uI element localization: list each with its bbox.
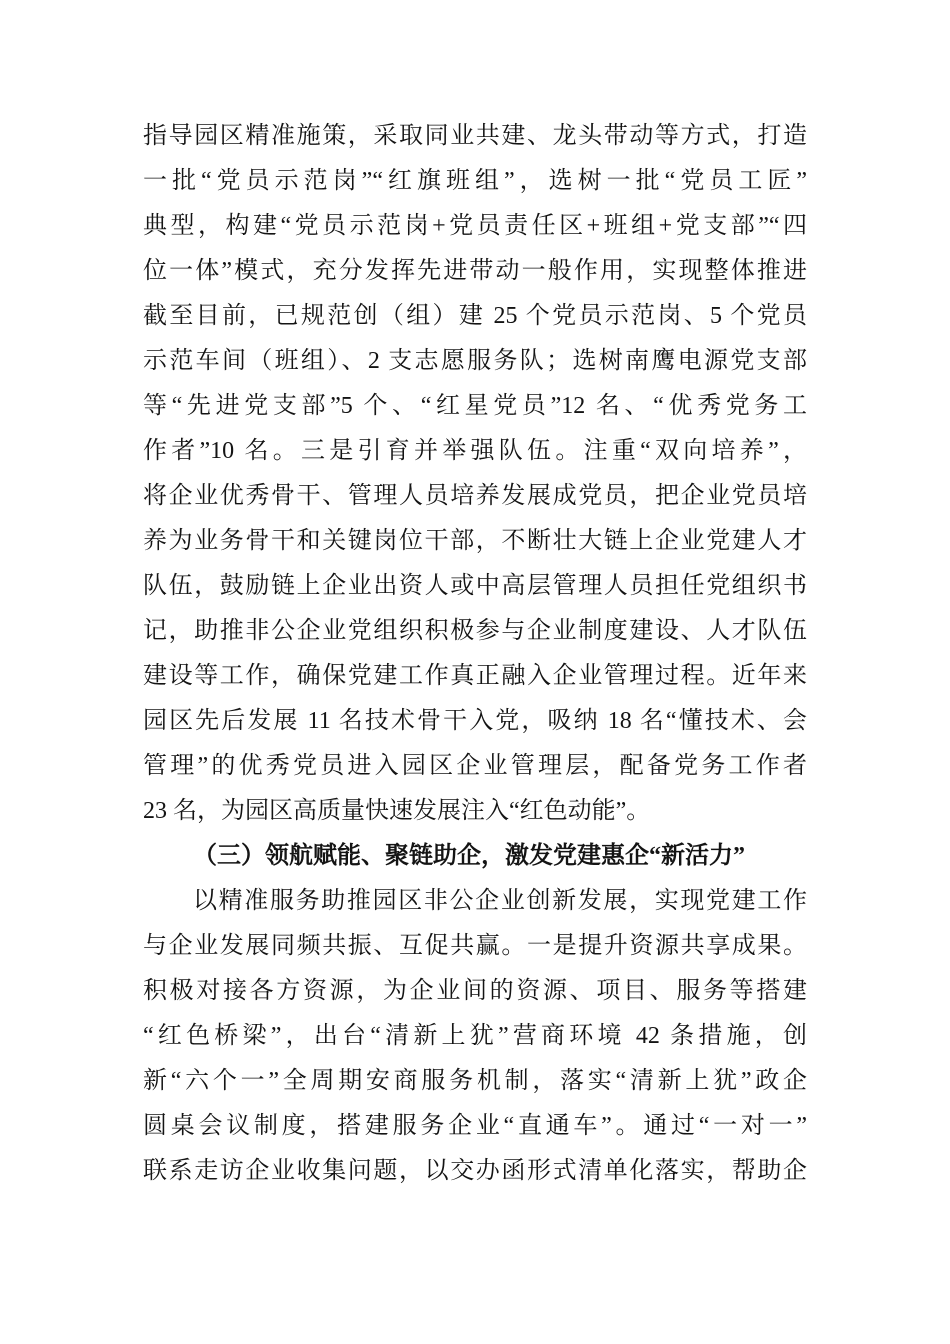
text-line: 等“先进党支部”5 个、“红星党员”12 名、“优秀党务工 [143, 393, 807, 419]
text-line: 管理”的优秀党员进入园区企业管理层，配备党务工作者 [143, 753, 807, 779]
text-line: 积极对接各方资源，为企业间的资源、项目、服务等搭建 [143, 978, 807, 1004]
text-line: 将企业优秀骨干、管理人员培养发展成党员，把企业党员培 [143, 483, 807, 509]
heading-line: （三）领航赋能、聚链助企，激发党建惠企“新活力” [193, 843, 745, 869]
text-line: 联系走访企业收集问题，以交办函形式清单化落实，帮助企 [143, 1158, 807, 1184]
section-heading [143, 834, 807, 879]
text-line: 示范车间（班组）、2 支志愿服务队；选树南鹰电源党支部 [143, 348, 807, 374]
text-line: 典型，构建“党员示范岗+党员责任区+班组+党支部”“四 [143, 213, 807, 239]
text-line: 新“六个一”全周期安商服务机制，落实“清新上犹”政企 [143, 1068, 807, 1094]
text-line: 一批“党员示范岗”“红旗班组”，选树一批“党员工匠” [143, 168, 807, 194]
text-line: 以精准服务助推园区非公企业创新发展，实现党建工作 [193, 888, 807, 914]
text-line: 作者”10 名。三是引育并举强队伍。注重“双向培养”， [143, 438, 807, 464]
body-paragraph [143, 114, 807, 834]
text-line: 圆桌会议制度，搭建服务企业“直通车”。通过“一对一” [143, 1113, 807, 1139]
document-body [143, 114, 807, 1194]
body-paragraph [143, 879, 807, 1194]
text-line: 园区先后发展 11 名技术骨干入党，吸纳 18 名“懂技术、会 [143, 708, 807, 734]
text-line: 养为业务骨干和关键岗位干部，不断壮大链上企业党建人才 [143, 528, 807, 554]
text-line: 位一体”模式，充分发挥先进带动一般作用，实现整体推进 [143, 258, 807, 284]
text-line: 与企业发展同频共振、互促共赢。一是提升资源共享成果。 [143, 933, 807, 959]
text-line: 指导园区精准施策，采取同业共建、龙头带动等方式，打造 [143, 123, 807, 149]
text-line: 记，助推非公企业党组织积极参与企业制度建设、人才队伍 [143, 618, 807, 644]
text-line: 23 名，为园区高质量快速发展注入“红色动能”。 [143, 798, 651, 824]
text-line: “红色桥梁”，出台“清新上犹”营商环境 42 条措施，创 [143, 1023, 807, 1049]
text-line: 队伍，鼓励链上企业出资人或中高层管理人员担任党组织书 [143, 573, 807, 599]
text-line: 截至目前，已规范创（组）建 25 个党员示范岗、5 个党员 [143, 303, 807, 329]
text-line: 建设等工作，确保党建工作真正融入企业管理过程。近年来 [143, 663, 807, 689]
